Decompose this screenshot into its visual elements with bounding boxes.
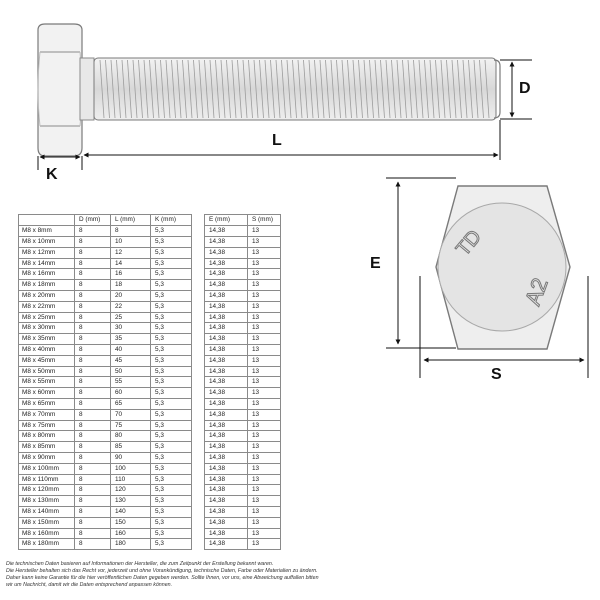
table-row bbox=[19, 485, 281, 496]
disclaimer-line: wir um Nachricht, damit wir die Daten entsprechend anpassen können. bbox=[6, 582, 173, 588]
disclaimer-line: Die technischen Daten basieren auf Informationen der Hersteller, die zum Zeitpunkt der Erstellung bekannt waren. bbox=[6, 561, 274, 567]
table-cell: M8 x 120mm bbox=[19, 485, 75, 496]
table-cell: M8 x 12mm bbox=[19, 247, 75, 258]
table-cell: M8 x 90mm bbox=[19, 452, 75, 463]
table-cell: 14,38 bbox=[205, 420, 248, 431]
table-cell: 8 bbox=[75, 388, 111, 399]
table-cell: 8 bbox=[75, 420, 111, 431]
table-cell: 13 bbox=[248, 334, 281, 345]
table-cell bbox=[192, 452, 205, 463]
table-cell: 75 bbox=[111, 420, 151, 431]
table-row bbox=[19, 506, 281, 517]
table-row bbox=[19, 377, 281, 388]
table-cell: 100 bbox=[111, 463, 151, 474]
table-cell: 5,3 bbox=[151, 506, 192, 517]
table-cell: 5,3 bbox=[151, 431, 192, 442]
table-cell: 18 bbox=[111, 280, 151, 291]
table-row bbox=[19, 539, 281, 550]
table-cell: 120 bbox=[111, 485, 151, 496]
table-cell: 20 bbox=[111, 290, 151, 301]
table-cell: 13 bbox=[248, 312, 281, 323]
table-cell: M8 x 130mm bbox=[19, 496, 75, 507]
table-cell: 14,38 bbox=[205, 398, 248, 409]
table-cell: 13 bbox=[248, 355, 281, 366]
table-cell: 5,3 bbox=[151, 226, 192, 237]
table-cell: 14,38 bbox=[205, 442, 248, 453]
table-cell: 14,38 bbox=[205, 366, 248, 377]
table-cell: 14,38 bbox=[205, 226, 248, 237]
table-cell: 14,38 bbox=[205, 463, 248, 474]
table-cell: 8 bbox=[75, 280, 111, 291]
table-cell: 14,38 bbox=[205, 377, 248, 388]
table-cell: 14,38 bbox=[205, 290, 248, 301]
table-row bbox=[19, 247, 281, 258]
table-cell: 13 bbox=[248, 474, 281, 485]
table-body bbox=[19, 226, 281, 550]
table-row bbox=[19, 280, 281, 291]
table-cell: 5,3 bbox=[151, 442, 192, 453]
table-row bbox=[19, 496, 281, 507]
table-cell: 13 bbox=[248, 539, 281, 550]
table-cell: 8 bbox=[75, 269, 111, 280]
table-cell: 13 bbox=[248, 301, 281, 312]
table-cell bbox=[192, 290, 205, 301]
table-cell: M8 x 150mm bbox=[19, 517, 75, 528]
table-cell bbox=[192, 258, 205, 269]
table-cell bbox=[192, 355, 205, 366]
table-cell: 14,38 bbox=[205, 269, 248, 280]
table-cell bbox=[192, 431, 205, 442]
table-cell: M8 x 140mm bbox=[19, 506, 75, 517]
table-cell: M8 x 20mm bbox=[19, 290, 75, 301]
table-cell: 5,3 bbox=[151, 236, 192, 247]
table-row bbox=[19, 355, 281, 366]
table-cell: 13 bbox=[248, 409, 281, 420]
table-cell: 25 bbox=[111, 312, 151, 323]
dimension-label-e: E bbox=[370, 255, 381, 272]
table-row bbox=[19, 312, 281, 323]
table-row bbox=[19, 388, 281, 399]
head-marking-grade: A2 bbox=[520, 274, 553, 309]
table-cell: 8 bbox=[111, 226, 151, 237]
table-cell: 13 bbox=[248, 442, 281, 453]
table-row bbox=[19, 452, 281, 463]
header-cell: S (mm) bbox=[248, 215, 281, 226]
table-cell bbox=[192, 420, 205, 431]
table-cell: 13 bbox=[248, 452, 281, 463]
table-row bbox=[19, 528, 281, 539]
table-cell: 8 bbox=[75, 344, 111, 355]
table-cell: 8 bbox=[75, 409, 111, 420]
table-cell: 13 bbox=[248, 344, 281, 355]
table-cell: 13 bbox=[248, 280, 281, 291]
table-cell: 8 bbox=[75, 323, 111, 334]
table-cell: 40 bbox=[111, 344, 151, 355]
bolt-side-view bbox=[38, 24, 500, 156]
disclaimer bbox=[6, 561, 596, 589]
table-cell: 130 bbox=[111, 496, 151, 507]
table-cell: 8 bbox=[75, 290, 111, 301]
header-cell: E (mm) bbox=[205, 215, 248, 226]
table-cell bbox=[192, 485, 205, 496]
table-row bbox=[19, 431, 281, 442]
table-cell bbox=[192, 496, 205, 507]
table-cell: 13 bbox=[248, 485, 281, 496]
table-cell: 8 bbox=[75, 539, 111, 550]
table-row bbox=[19, 226, 281, 237]
table-cell bbox=[192, 366, 205, 377]
table-cell: 8 bbox=[75, 398, 111, 409]
table-cell: M8 x 14mm bbox=[19, 258, 75, 269]
table-cell: 13 bbox=[248, 269, 281, 280]
table-cell bbox=[192, 236, 205, 247]
table-cell bbox=[192, 334, 205, 345]
table-cell: 14,38 bbox=[205, 431, 248, 442]
table-cell: M8 x 70mm bbox=[19, 409, 75, 420]
table-cell bbox=[192, 539, 205, 550]
table-cell: 8 bbox=[75, 312, 111, 323]
table-cell: M8 x 75mm bbox=[19, 420, 75, 431]
table-cell: M8 x 22mm bbox=[19, 301, 75, 312]
table-cell bbox=[192, 442, 205, 453]
table-cell: M8 x 110mm bbox=[19, 474, 75, 485]
table-cell: M8 x 10mm bbox=[19, 236, 75, 247]
table-row bbox=[19, 344, 281, 355]
table-cell: 13 bbox=[248, 290, 281, 301]
table-cell: 14,38 bbox=[205, 334, 248, 345]
table-cell bbox=[192, 463, 205, 474]
table-cell: 14,38 bbox=[205, 388, 248, 399]
table-cell: 22 bbox=[111, 301, 151, 312]
table-cell: 5,3 bbox=[151, 463, 192, 474]
table-cell bbox=[192, 506, 205, 517]
table-header-row bbox=[19, 215, 281, 226]
dimension-label-s: S bbox=[491, 366, 502, 383]
table-cell: 60 bbox=[111, 388, 151, 399]
table-cell: 14,38 bbox=[205, 280, 248, 291]
table-cell: 5,3 bbox=[151, 517, 192, 528]
table-cell: 14,38 bbox=[205, 323, 248, 334]
table-row bbox=[19, 366, 281, 377]
table-cell: 5,3 bbox=[151, 388, 192, 399]
table-cell: 8 bbox=[75, 247, 111, 258]
table-cell: 13 bbox=[248, 528, 281, 539]
table-cell: 150 bbox=[111, 517, 151, 528]
table-cell: M8 x 25mm bbox=[19, 312, 75, 323]
table-row bbox=[19, 236, 281, 247]
table-cell: 5,3 bbox=[151, 269, 192, 280]
hex-head-face bbox=[438, 203, 566, 331]
head-marking-brand: TD bbox=[452, 225, 487, 261]
table-cell: 12 bbox=[111, 247, 151, 258]
table-cell: 8 bbox=[75, 301, 111, 312]
table-cell: M8 x 85mm bbox=[19, 442, 75, 453]
table-row bbox=[19, 474, 281, 485]
header-cell: K (mm) bbox=[151, 215, 192, 226]
table-cell: 5,3 bbox=[151, 247, 192, 258]
table-cell: 8 bbox=[75, 517, 111, 528]
table-cell: 13 bbox=[248, 496, 281, 507]
table-cell: M8 x 45mm bbox=[19, 355, 75, 366]
table-cell: 8 bbox=[75, 377, 111, 388]
table-cell: 14,38 bbox=[205, 496, 248, 507]
table-cell: 5,3 bbox=[151, 528, 192, 539]
dimensions-table bbox=[18, 214, 281, 550]
table-cell bbox=[192, 398, 205, 409]
table-cell: 14 bbox=[111, 258, 151, 269]
table-cell: M8 x 160mm bbox=[19, 528, 75, 539]
table-cell bbox=[192, 247, 205, 258]
table-cell: 13 bbox=[248, 463, 281, 474]
table-cell: 14,38 bbox=[205, 247, 248, 258]
table-row bbox=[19, 323, 281, 334]
table-cell: 13 bbox=[248, 398, 281, 409]
table-cell: 35 bbox=[111, 334, 151, 345]
table-cell: M8 x 60mm bbox=[19, 388, 75, 399]
table-cell: 5,3 bbox=[151, 485, 192, 496]
table-cell: 8 bbox=[75, 366, 111, 377]
table-cell: 14,38 bbox=[205, 517, 248, 528]
table-cell: 10 bbox=[111, 236, 151, 247]
table-cell bbox=[192, 517, 205, 528]
table-cell: 8 bbox=[75, 506, 111, 517]
header-cell bbox=[192, 215, 205, 226]
table-row bbox=[19, 290, 281, 301]
table-cell: 55 bbox=[111, 377, 151, 388]
table-cell: M8 x 80mm bbox=[19, 431, 75, 442]
table-cell: 8 bbox=[75, 485, 111, 496]
table-cell: M8 x 50mm bbox=[19, 366, 75, 377]
table-cell: 180 bbox=[111, 539, 151, 550]
table-cell: 8 bbox=[75, 452, 111, 463]
table-cell: M8 x 18mm bbox=[19, 280, 75, 291]
table-cell bbox=[192, 377, 205, 388]
table-cell: 5,3 bbox=[151, 301, 192, 312]
table-cell bbox=[192, 312, 205, 323]
header-cell bbox=[19, 215, 75, 226]
table-row bbox=[19, 517, 281, 528]
table-cell: 14,38 bbox=[205, 312, 248, 323]
table-cell: 14,38 bbox=[205, 409, 248, 420]
table-row bbox=[19, 301, 281, 312]
table-cell bbox=[192, 323, 205, 334]
table-cell bbox=[192, 280, 205, 291]
table-cell: 14,38 bbox=[205, 506, 248, 517]
table-cell: 5,3 bbox=[151, 452, 192, 463]
table-cell: 14,38 bbox=[205, 539, 248, 550]
table-cell bbox=[192, 226, 205, 237]
table-cell: 5,3 bbox=[151, 258, 192, 269]
table-row bbox=[19, 398, 281, 409]
table-cell: 110 bbox=[111, 474, 151, 485]
table-cell: 14,38 bbox=[205, 301, 248, 312]
table-cell: 5,3 bbox=[151, 323, 192, 334]
table-cell: 8 bbox=[75, 236, 111, 247]
table-cell: 13 bbox=[248, 517, 281, 528]
table-cell: 8 bbox=[75, 528, 111, 539]
table-cell: 8 bbox=[75, 496, 111, 507]
table-cell: 5,3 bbox=[151, 334, 192, 345]
table-cell: M8 x 8mm bbox=[19, 226, 75, 237]
table-row bbox=[19, 463, 281, 474]
table-cell: 80 bbox=[111, 431, 151, 442]
table-cell: 13 bbox=[248, 388, 281, 399]
table-cell: 14,38 bbox=[205, 452, 248, 463]
table-cell: 14,38 bbox=[205, 528, 248, 539]
dimension-label-l: L bbox=[272, 132, 282, 149]
table-cell: 5,3 bbox=[151, 344, 192, 355]
table-cell: 8 bbox=[75, 334, 111, 345]
table-cell: 8 bbox=[75, 442, 111, 453]
table-cell: 30 bbox=[111, 323, 151, 334]
table-row bbox=[19, 334, 281, 345]
table-cell: 14,38 bbox=[205, 474, 248, 485]
table-cell bbox=[192, 409, 205, 420]
table-row bbox=[19, 420, 281, 431]
table-cell: 8 bbox=[75, 226, 111, 237]
table-cell: M8 x 30mm bbox=[19, 323, 75, 334]
table-cell: 14,38 bbox=[205, 485, 248, 496]
dimension-label-d: D bbox=[519, 80, 531, 97]
table-cell: 5,3 bbox=[151, 474, 192, 485]
table-row bbox=[19, 442, 281, 453]
table-cell: M8 x 180mm bbox=[19, 539, 75, 550]
table-cell: 13 bbox=[248, 506, 281, 517]
table-cell: 5,3 bbox=[151, 420, 192, 431]
table-cell: 5,3 bbox=[151, 312, 192, 323]
table-row bbox=[19, 269, 281, 280]
table-cell: 8 bbox=[75, 431, 111, 442]
table-cell: 13 bbox=[248, 377, 281, 388]
table-cell: 45 bbox=[111, 355, 151, 366]
disclaimer-line: Daher kann keine Garantie für die hier veröffentlichen Daten gegeben werden. Sollte Ihnen, vor uns, eine Abweichung auffallen bitten bbox=[6, 575, 319, 581]
table-cell: M8 x 65mm bbox=[19, 398, 75, 409]
header-cell: D (mm) bbox=[75, 215, 111, 226]
table-cell: 8 bbox=[75, 474, 111, 485]
table-cell: 13 bbox=[248, 431, 281, 442]
table-cell: 5,3 bbox=[151, 377, 192, 388]
table-cell: 14,38 bbox=[205, 355, 248, 366]
table-cell: 16 bbox=[111, 269, 151, 280]
table-cell: 140 bbox=[111, 506, 151, 517]
table-cell: 14,38 bbox=[205, 344, 248, 355]
table-cell: M8 x 55mm bbox=[19, 377, 75, 388]
table-cell: 13 bbox=[248, 247, 281, 258]
table-cell: M8 x 100mm bbox=[19, 463, 75, 474]
table-row bbox=[19, 409, 281, 420]
table-cell: 13 bbox=[248, 323, 281, 334]
table-cell: 5,3 bbox=[151, 280, 192, 291]
table-cell: 8 bbox=[75, 463, 111, 474]
table-cell: 13 bbox=[248, 236, 281, 247]
table-cell bbox=[192, 269, 205, 280]
table-cell: 90 bbox=[111, 452, 151, 463]
table-cell: M8 x 16mm bbox=[19, 269, 75, 280]
table-cell: 8 bbox=[75, 258, 111, 269]
table-cell bbox=[192, 528, 205, 539]
table-cell: 13 bbox=[248, 366, 281, 377]
table-cell: 65 bbox=[111, 398, 151, 409]
table-cell: 5,3 bbox=[151, 355, 192, 366]
table-cell: 5,3 bbox=[151, 409, 192, 420]
table-cell: 13 bbox=[248, 420, 281, 431]
disclaimer-line: Die Hersteller behalten sich das Recht vor, jederzeit und ohne Vorankündigung, technische Daten, Farbe oder Materialien zu ändern. bbox=[6, 568, 318, 574]
table-cell: 5,3 bbox=[151, 366, 192, 377]
table-cell: 8 bbox=[75, 355, 111, 366]
table-cell: 50 bbox=[111, 366, 151, 377]
bolt-collar bbox=[80, 58, 94, 120]
table-cell bbox=[192, 344, 205, 355]
table-cell: 5,3 bbox=[151, 539, 192, 550]
table-cell: M8 x 35mm bbox=[19, 334, 75, 345]
bolt-head-top-view bbox=[436, 186, 570, 349]
table-cell: 70 bbox=[111, 409, 151, 420]
table-row bbox=[19, 258, 281, 269]
table-cell bbox=[192, 474, 205, 485]
table-cell bbox=[192, 388, 205, 399]
bolt-head-outline bbox=[38, 24, 82, 156]
header-cell: L (mm) bbox=[111, 215, 151, 226]
table-cell: 13 bbox=[248, 258, 281, 269]
dimension-label-k: K bbox=[46, 166, 58, 183]
table-cell: 5,3 bbox=[151, 290, 192, 301]
table-cell: M8 x 40mm bbox=[19, 344, 75, 355]
table-cell bbox=[192, 301, 205, 312]
table-cell: 14,38 bbox=[205, 236, 248, 247]
table-cell: 13 bbox=[248, 226, 281, 237]
table-cell: 5,3 bbox=[151, 398, 192, 409]
table-cell: 160 bbox=[111, 528, 151, 539]
table-cell: 85 bbox=[111, 442, 151, 453]
table-cell: 5,3 bbox=[151, 496, 192, 507]
table-cell: 14,38 bbox=[205, 258, 248, 269]
